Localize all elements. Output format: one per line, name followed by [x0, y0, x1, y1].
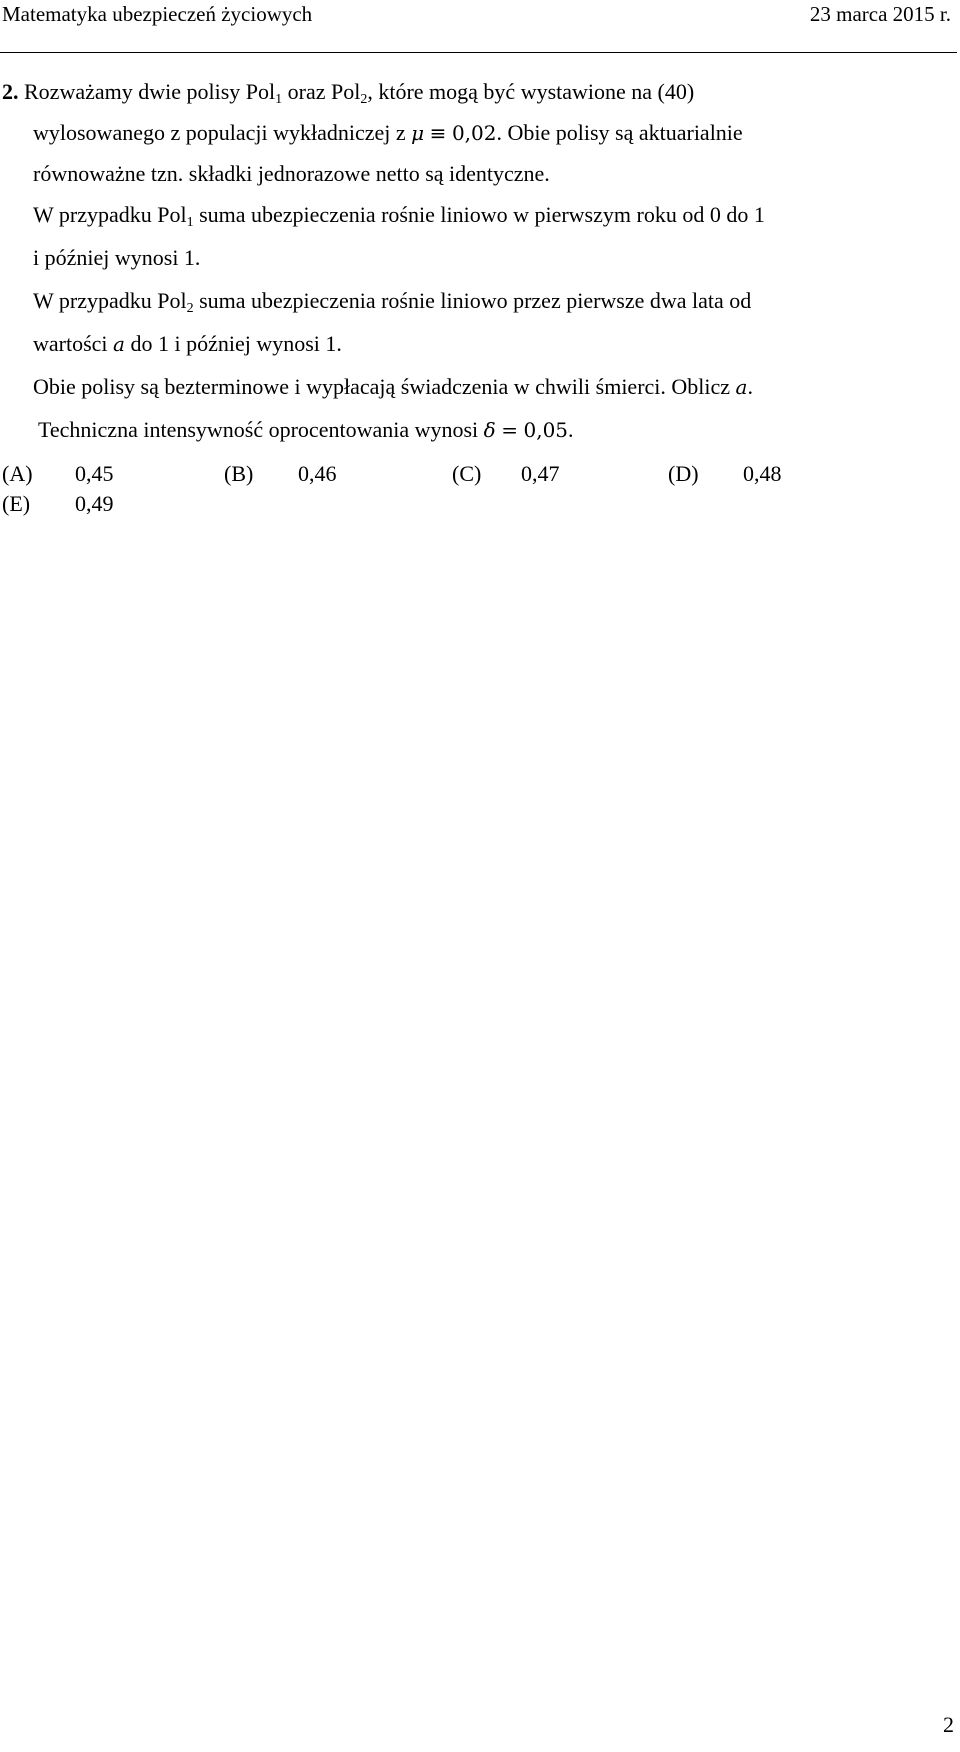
- answer-e-label: (E): [2, 491, 31, 516]
- answer-b-value: 0,46: [298, 461, 337, 486]
- problem-line-4: W przypadku Pol$_1$ suma ubezpieczenia rośnie liniowo w pierwszym roku od 0 do 1: [33, 202, 765, 230]
- answer-c-value: 0,47: [521, 461, 560, 486]
- problem-line-1: 2. Rozważamy dwie polisy Pol$_1$ oraz Pol$_2$, które mogą być wystawione na (40): [2, 79, 695, 107]
- problem-line-5: i później wynosi 1.: [33, 245, 201, 270]
- problem-line-9: Techniczna intensywność oprocentowania wynosi δ = 0,05.: [38, 417, 574, 442]
- answer-e-value: 0,49: [75, 491, 114, 516]
- page-header: [0, 0, 957, 53]
- problem-line-2: wylosowanego z populacji wykładniczej z μ ≡ 0,02. Obie polisy są aktuarialnie: [33, 120, 743, 145]
- delta-symbol: δ: [483, 418, 496, 442]
- problem-number: 2.: [2, 79, 19, 104]
- header-date: 23 marca 2015 r.: [809, 2, 951, 26]
- page-number: 2: [943, 1712, 954, 1737]
- answer-b-label: (B): [224, 461, 254, 486]
- header-title: Matematyka ubezpieczeń życiowych: [2, 2, 313, 26]
- problem-line-8: Obie polisy są bezterminowe i wypłacają świadczenia w chwili śmierci. Oblicz a.: [33, 374, 753, 399]
- answer-a-label: (A): [2, 461, 33, 486]
- a-variable: a: [113, 332, 125, 356]
- answer-a-value: 0,45: [75, 461, 114, 486]
- answer-c-label: (C): [452, 461, 482, 486]
- mu-symbol: μ: [411, 121, 425, 145]
- problem-line-3: równoważne tzn. składki jednorazowe netto są identyczne.: [33, 161, 550, 186]
- problem-line-7: wartości a do 1 i później wynosi 1.: [33, 331, 342, 356]
- problem-line-6: W przypadku Pol$_2$ suma ubezpieczenia rośnie liniowo przez pierwsze dwa lata od: [33, 288, 752, 316]
- answer-d-label: (D): [668, 461, 699, 486]
- answer-d-value: 0,48: [743, 461, 782, 486]
